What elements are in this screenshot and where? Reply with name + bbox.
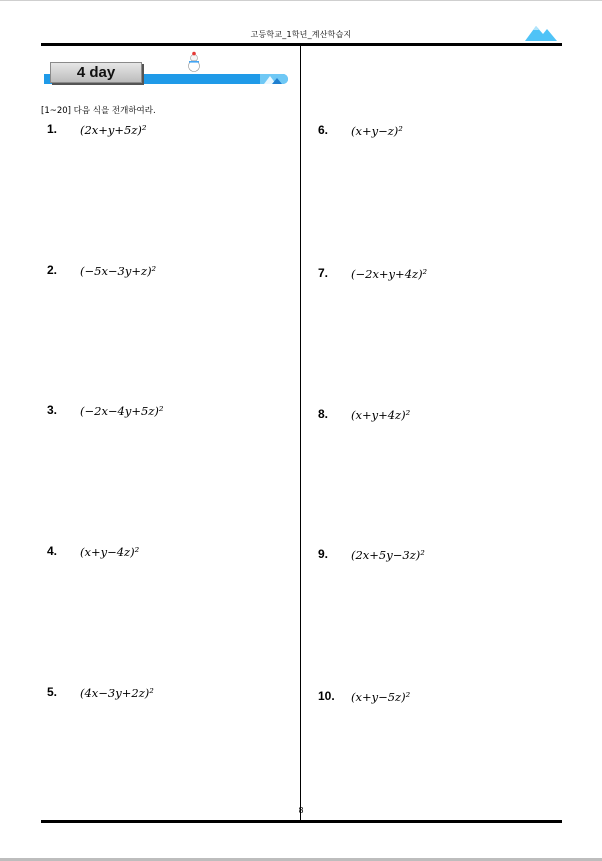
problem-expression: (−2x−4y+5z)² — [80, 404, 164, 418]
problem-expression: (2x+y+5z)² — [80, 123, 147, 137]
column-divider — [300, 46, 301, 820]
footer-rule — [41, 820, 562, 823]
problem-number: 7. — [318, 266, 329, 280]
problem-number: 9. — [318, 547, 329, 561]
triangle-decoration-icon — [262, 74, 284, 84]
problem-expression: (−5x−3y+z)² — [80, 264, 157, 278]
problem-number: 3. — [47, 403, 58, 417]
header-rule — [41, 43, 562, 46]
mountain-icon — [525, 24, 557, 41]
problem-expression: (4x−3y+2z)² — [80, 686, 154, 700]
instruction-text: [1~20] 다음 식을 전개하여라. — [41, 106, 156, 116]
page-number: 8 — [298, 806, 304, 815]
problem-number: 8. — [318, 407, 329, 421]
problem-number: 10. — [318, 689, 335, 703]
problem-expression: (x+y−z)² — [351, 124, 403, 138]
day-banner — [44, 60, 290, 86]
problem-expression: (x+y−4z)² — [80, 545, 140, 559]
snowman-icon — [186, 51, 202, 73]
problem-number: 5. — [47, 685, 58, 699]
problem-expression: (x+y−5z)² — [351, 690, 411, 704]
header-title: 고등학교_1학년_계산학습지 — [250, 30, 352, 39]
page-top-edge — [0, 0, 602, 1]
problem-number: 6. — [318, 123, 329, 137]
problem-expression: (x+y+4z)² — [351, 408, 411, 422]
problem-number: 4. — [47, 544, 58, 558]
problem-number: 1. — [47, 122, 58, 136]
problem-expression: (−2x+y+4z)² — [351, 267, 428, 281]
problem-expression: (2x+5y−3z)² — [351, 548, 425, 562]
problem-number: 2. — [47, 263, 58, 277]
day-label: 4 day — [50, 62, 142, 83]
